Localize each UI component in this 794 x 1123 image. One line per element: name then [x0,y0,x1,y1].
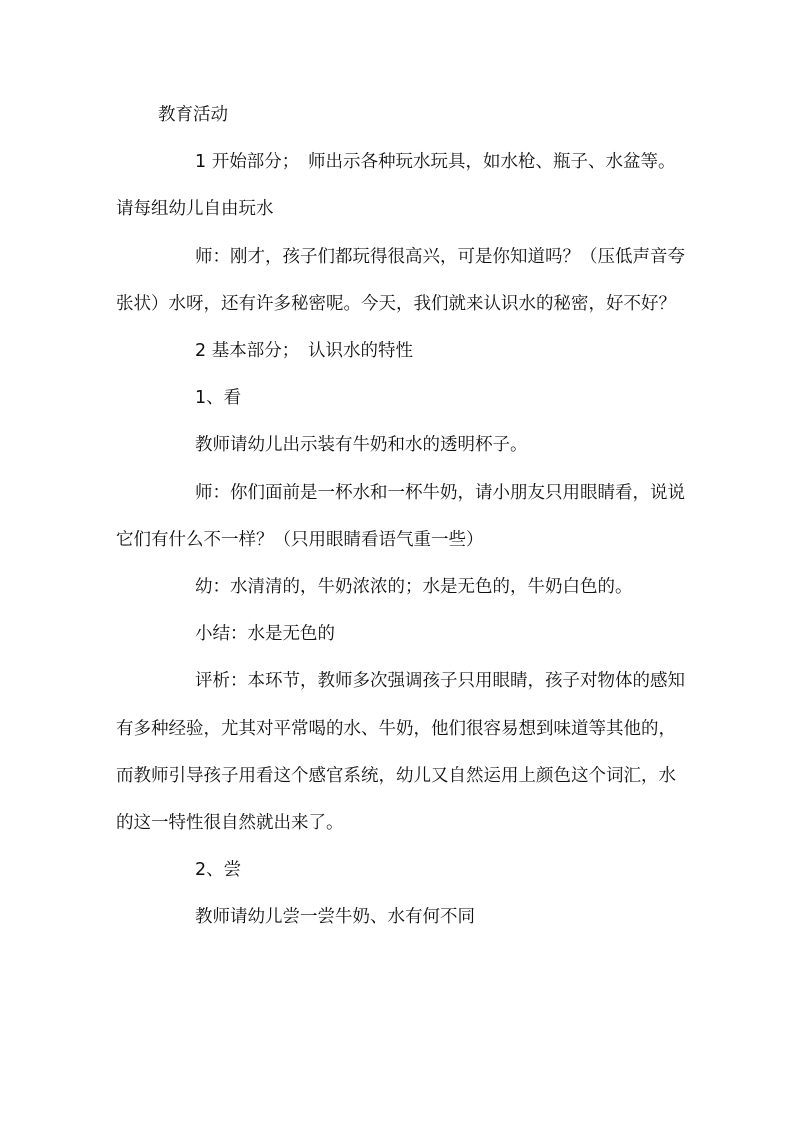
step1-action-paragraph: 教师请幼儿出示装有牛奶和水的透明杯子。 [195,435,528,456]
step1-child-paragraph: 幼：水清清的，牛奶浓浓的；水是无色的，牛奶白色的。 [195,577,633,598]
step1-summary-paragraph: 小结：水是无色的 [195,624,335,645]
step2-title: 2、尝 [195,860,242,881]
basic-section-paragraph: 2 基本部分； 认识水的特性 [195,341,413,362]
heading: 教育活动 [158,105,228,125]
document-body [116,92,686,942]
step1-title: 1、看 [195,388,242,409]
start-section-paragraph: 1 开始部分； 师出示各种玩水玩具，如水枪、瓶子、水盆等。请每组幼儿自由玩水 [116,152,676,220]
step1-teacher-paragraph: 师：你们面前是一杯水和一杯牛奶，请小朋友只用眼睛看，说说它们有什么不一样？（只用眼睛看语气重一些） [116,482,685,550]
teacher-intro-paragraph: 师：刚才，孩子们都玩得很高兴，可是你知道吗？（压低声音夸张状）水呀，还有许多秘密呢。今天，我们就来认识水的秘密，好不好？ [116,246,685,314]
step2-action-paragraph: 教师请幼儿尝一尝牛奶、水有何不同 [195,907,475,928]
step1-analysis-paragraph: 评析：本环节，教师多次强调孩子只用眼睛，孩子对物体的感知有多种经验，尤其对平常喝的水、牛奶，他们很容易想到味道等其他的，而教师引导孩子用看这个感官系统，幼儿又自然运用上颜色这个词汇，水的这一特性很自然就出来了。 [116,671,685,834]
